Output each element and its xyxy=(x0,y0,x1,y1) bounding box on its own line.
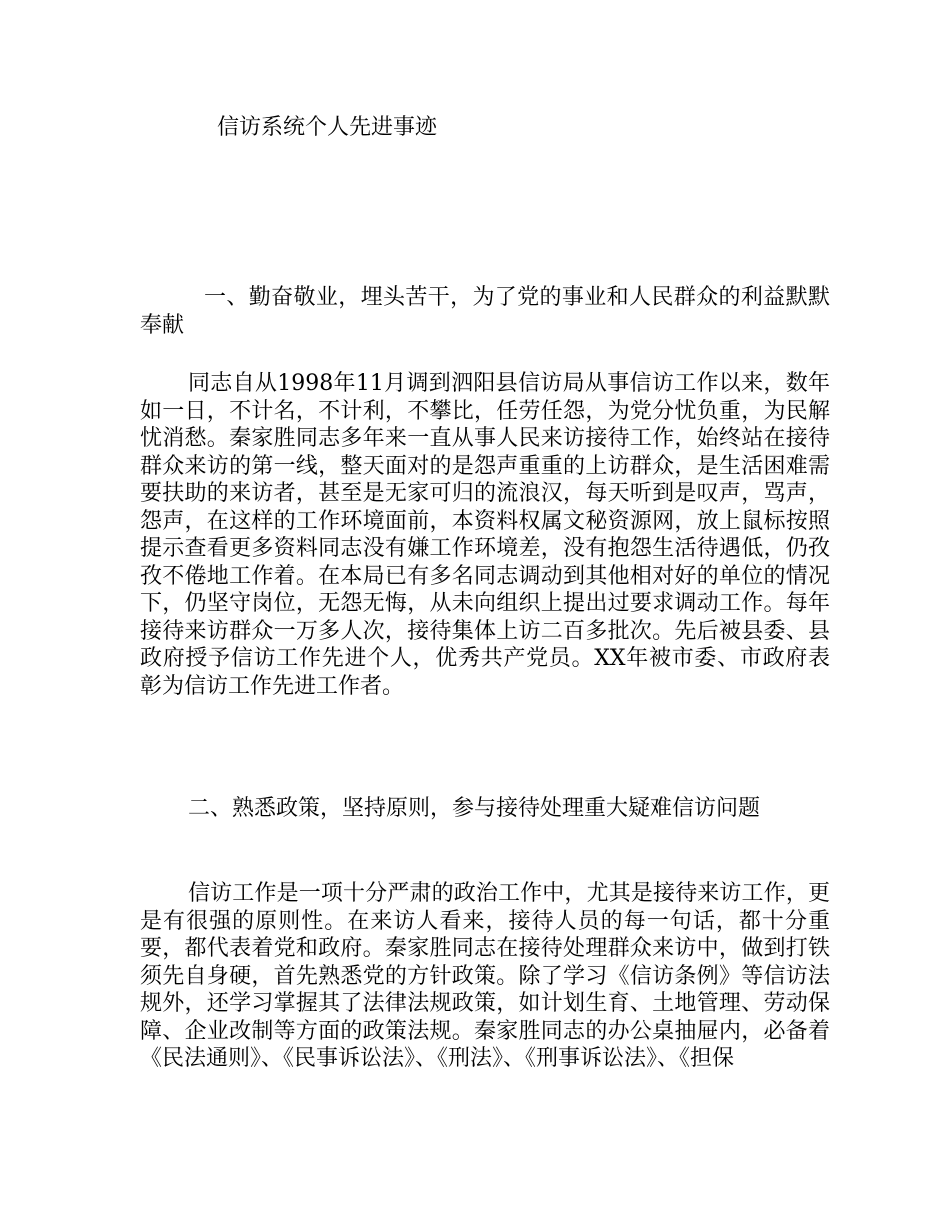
section-body-1: 同志自从1998年11月调到泗阳县信访局从事信访工作以来，数年如一日，不计名，不计利，不攀比，任劳任怨，为党分忧负重，为民解忧消愁。秦家胜同志多年来一直从事人民来访接待工作，始终站在接待群众来访的第一线，整天面对的是怨声重重的上访群众，是生活困难需要扶助的来访者，甚至是无家可归的流浪汉，每天听到是叹声，骂声，怨声，在这样的工作环境面前，本资料权属文秘资源网，放上鼠标按照提示查看更多资料同志没有嫌工作环境差，没有抱怨生活待遇低，仍孜孜不倦地工作着。在本局已有多名同志调动到其他相对好的单位的情况下，仍坚守岗位，无怨无悔，从未向组织上提出过要求调动工作。每年接待来访群众一万多人次，接待集体上访二百多批次。先后被县委、县政府授予信访工作先进个人，优秀共产党员。XX年被市委、市政府表彰为信访工作先进工作者。 xyxy=(140,371,830,699)
document-title: 信访系统个人先进事迹 xyxy=(217,115,438,140)
section-heading-1: 一、勤奋敬业，埋头苦干，为了党的事业和人民群众的利益默默奉献 xyxy=(140,285,830,338)
section-body-2: 信访工作是一项十分严肃的政治工作中，尤其是接待来访工作，更是有很强的原则性。在来访人看来，接待人员的每一句话，都十分重要，都代表着党和政府。秦家胜同志在接待处理群众来访中，做到打铁须先自身硬，首先熟悉党的方针政策。除了学习《信访条例》等信访法规外，还学习掌握其了法律法规政策，如计划生育、土地管理、劳动保障、企业改制等方面的政策法规。秦家胜同志的办公桌抽屉内，必备着《民法通则》、《民事诉讼法》、《刑法》、《刑事诉讼法》、《担保 xyxy=(140,881,830,1071)
section-heading-2: 二、熟悉政策，坚持原则，参与接待处理重大疑难信访问题 xyxy=(188,796,761,821)
